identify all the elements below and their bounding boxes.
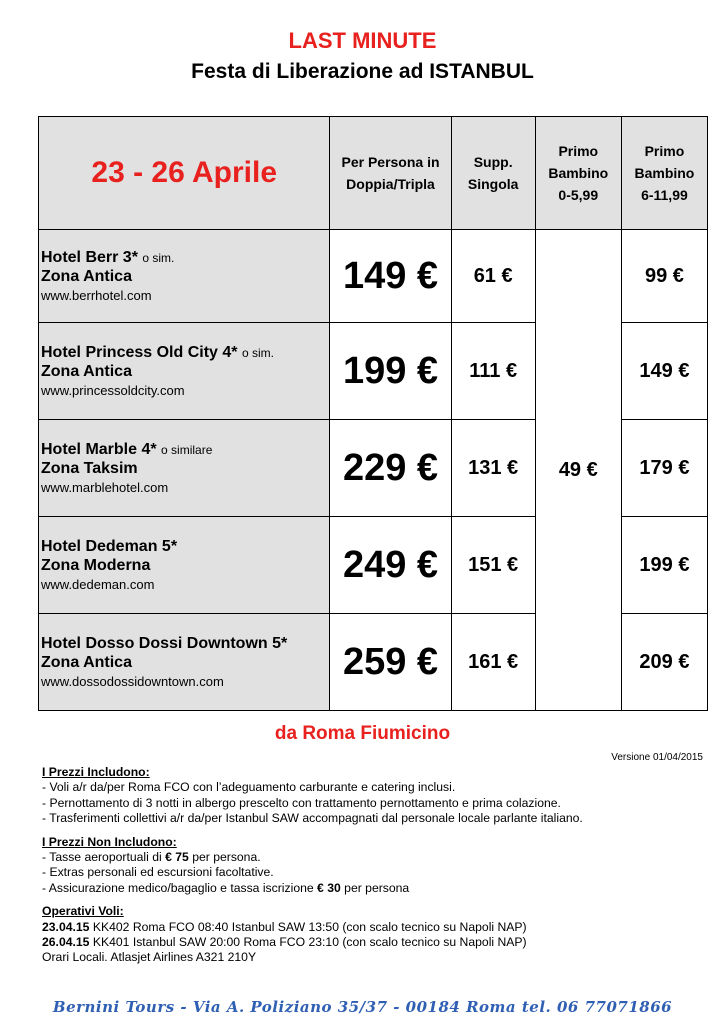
- child-6-11-price: 199 €: [621, 517, 707, 614]
- included-item: - Pernottamento di 3 notti in albergo prescelto con trattamento pernottamento e prima colazione.: [42, 795, 561, 810]
- supp-column-header: [451, 117, 535, 230]
- included-item: - Trasferimenti collettivi a/r da/per Istanbul SAW accompagnati dal personale locale parlante italiano.: [42, 811, 583, 826]
- hotel-cell: [39, 614, 330, 711]
- hotel-name: Hotel Dedeman 5*: [41, 538, 178, 555]
- hotel-name: Hotel Princess Old City 4* o sim.: [41, 344, 274, 361]
- price-per-person: 149 €: [330, 230, 451, 323]
- hotel-name: Hotel Marble 4* o similare: [41, 441, 213, 458]
- dates-cell: 23 - 26 Aprile: [39, 117, 330, 230]
- price-per-person: 199 €: [330, 323, 451, 420]
- child-6-11-price: 209 €: [621, 614, 707, 711]
- hotel-zone: Zona Antica: [41, 268, 132, 285]
- flight-line: 26.04.15 KK401 Istanbul SAW 20:00 Roma FCO 23:10 (con scalo tecnico su Napoli NAP): [42, 935, 527, 950]
- child1-header-line-2: Bambino: [548, 165, 609, 181]
- flight-note: Orari Locali. Atlasjet Airlines A321 210Y: [42, 950, 257, 965]
- hotel-cell: [39, 230, 330, 323]
- not-included-heading: I Prezzi Non Includono:: [42, 834, 177, 849]
- hotel-zone: Zona Antica: [41, 654, 132, 671]
- child2-header-line-1: Primo: [644, 143, 685, 159]
- hotel-name: Hotel Dosso Dossi Downtown 5*: [41, 635, 288, 652]
- single-supplement: 111 €: [451, 323, 535, 420]
- hotel-url[interactable]: www.dedeman.com: [41, 577, 155, 592]
- price-header-line-1: Per Persona in: [341, 154, 440, 170]
- agency-footer: Bernini Tours - Via A. Poliziano 35/37 - 00184 Roma tel. 06 77071866: [52, 998, 673, 1016]
- price-column-header: [330, 117, 451, 230]
- hotel-url[interactable]: www.dossodossidowntown.com: [41, 674, 224, 689]
- price-header-line-2: Doppia/Tripla: [346, 176, 435, 192]
- flight-line: 23.04.15 KK402 Roma FCO 08:40 Istanbul SAW 13:50 (con scalo tecnico su Napoli NAP): [42, 919, 527, 934]
- hotel-url[interactable]: www.princessoldcity.com: [41, 383, 185, 398]
- child1-column-header: [535, 117, 621, 230]
- child2-header-line-2: Bambino: [634, 165, 695, 181]
- hotel-zone: Zona Taksim: [41, 460, 138, 477]
- conditions-section: [42, 765, 712, 966]
- included-item: - Voli a/r da/per Roma FCO con l’adeguamento carburante e catering inclusi.: [42, 780, 456, 795]
- price-per-person: 229 €: [330, 420, 451, 517]
- hotel-url[interactable]: www.berrhotel.com: [41, 288, 152, 303]
- version-label: Versione 01/04/2015: [611, 752, 703, 763]
- single-supplement: 151 €: [451, 517, 535, 614]
- hotel-cell: [39, 517, 330, 614]
- departure-city: da Roma Fiumicino: [274, 723, 451, 744]
- hotel-cell: [39, 323, 330, 420]
- hotel-zone: Zona Antica: [41, 363, 132, 380]
- included-heading: I Prezzi Includono:: [42, 765, 150, 779]
- table-header-row: [39, 117, 708, 230]
- not-included-item: - Tasse aeroportuali di € 75 per persona.: [42, 850, 261, 865]
- child-6-11-price: 149 €: [621, 323, 707, 420]
- not-included-item: - Assicurazione medico/bagaglio e tassa iscrizione € 30 per persona: [42, 880, 410, 895]
- single-supplement: 131 €: [451, 420, 535, 517]
- hotel-url[interactable]: www.marblehotel.com: [41, 480, 169, 495]
- price-per-person: 259 €: [330, 614, 451, 711]
- hotel-name: Hotel Berr 3* o sim.: [41, 249, 175, 266]
- table-row: [39, 230, 708, 323]
- child-0-5-price: 49 €: [535, 230, 621, 711]
- not-included-item: - Extras personali ed escursioni facoltative.: [42, 865, 274, 880]
- hotel-zone: Zona Moderna: [41, 557, 151, 574]
- supp-header-line-2: Singola: [467, 176, 519, 192]
- single-supplement: 161 €: [451, 614, 535, 711]
- flights-heading: Operativi Voli:: [42, 904, 124, 919]
- single-supplement: 61 €: [451, 230, 535, 323]
- price-per-person: 249 €: [330, 517, 451, 614]
- hotel-cell: [39, 420, 330, 517]
- child1-header-line-3: 0-5,99: [558, 187, 599, 203]
- child-6-11-price: 99 €: [621, 230, 707, 323]
- child-6-11-price: 179 €: [621, 420, 707, 517]
- child2-header-line-3: 6-11,99: [641, 187, 688, 203]
- child1-header-line-1: Primo: [558, 143, 599, 159]
- offer-title: LAST MINUTE: [288, 28, 437, 53]
- child2-column-header: [621, 117, 707, 230]
- offer-subtitle: Festa di Liberazione ad ISTANBUL: [191, 60, 534, 83]
- supp-header-line-1: Supp.: [473, 154, 513, 170]
- price-table: [38, 116, 708, 711]
